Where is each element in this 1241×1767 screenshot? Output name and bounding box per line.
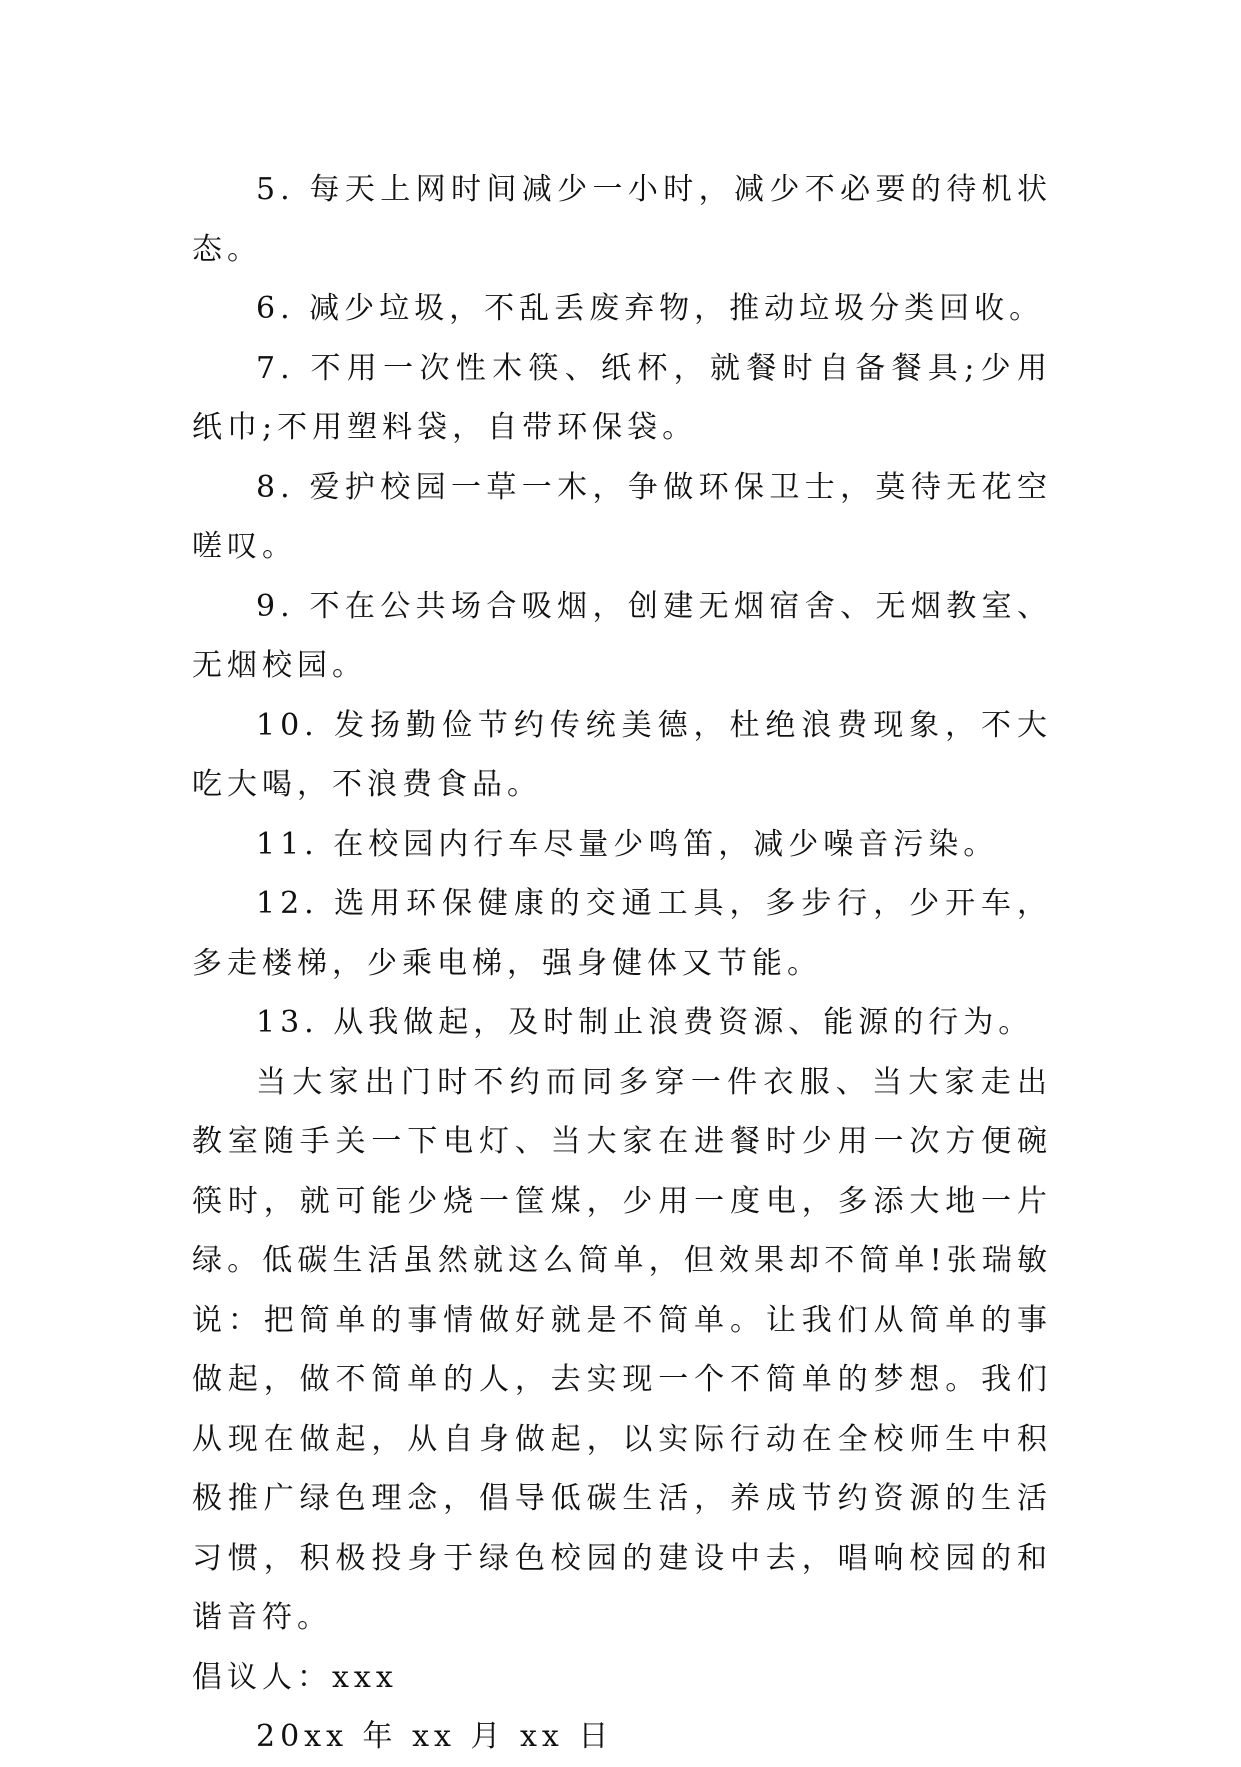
list-item-10: 10. 发扬勤俭节约传统美德，杜绝浪费现象，不大吃大喝，不浪费食品。 [192, 707, 1052, 802]
document-body [192, 160, 1052, 1767]
list-item-7: 7. 不用一次性木筷、纸杯，就餐时自备餐具;少用纸巾;不用塑料袋，自带环保袋。 [192, 350, 1052, 445]
signature: 倡议人：xxx [192, 1659, 398, 1695]
list-item-11: 11. 在校园内行车尽量少鸣笛，减少噪音污染。 [256, 826, 999, 862]
list-item-13: 13. 从我做起，及时制止浪费资源、能源的行为。 [256, 1005, 1034, 1040]
closing-paragraph: 当大家出门时不约而同多穿一件衣服、当大家走出教室随手关一下电灯、当大家在进餐时少用一次方便碗筷时，就可能少烧一筐煤，少用一度电，多添大地一片绿。低碳生活虽然就这么简单，但效果却不简单!张瑞敏说：把简单的事情做好就是不简单。让我们从简单的事做起，做不简单的人，去实现一个不简单的梦想。我们从现在做起，从自身做起，以实际行动在全校师生中积极推广绿色理念，倡导低碳生活，养成节约资源的生活习惯，积极投身于绿色校园的建设中去，唱响校园的和谐音符。 [192, 1064, 1052, 1635]
list-item-9: 9. 不在公共场合吸烟，创建无烟宿舍、无烟教室、无烟校园。 [192, 588, 1052, 683]
list-item-5: 5. 每天上网时间减少一小时，减少不必要的待机状态。 [192, 172, 1052, 267]
list-item-6: 6. 减少垃圾，不乱丢废弃物，推动垃圾分类回收。 [256, 291, 1045, 326]
list-item-8: 8. 爱护校园一草一木，争做环保卫士，莫待无花空嗟叹。 [192, 469, 1052, 564]
list-item-12: 12. 选用环保健康的交通工具，多步行，少开车，多走楼梯，少乘电梯，强身健体又节能。 [192, 886, 1052, 981]
document-date: 20xx 年 xx 月 xx 日 [256, 1719, 614, 1754]
